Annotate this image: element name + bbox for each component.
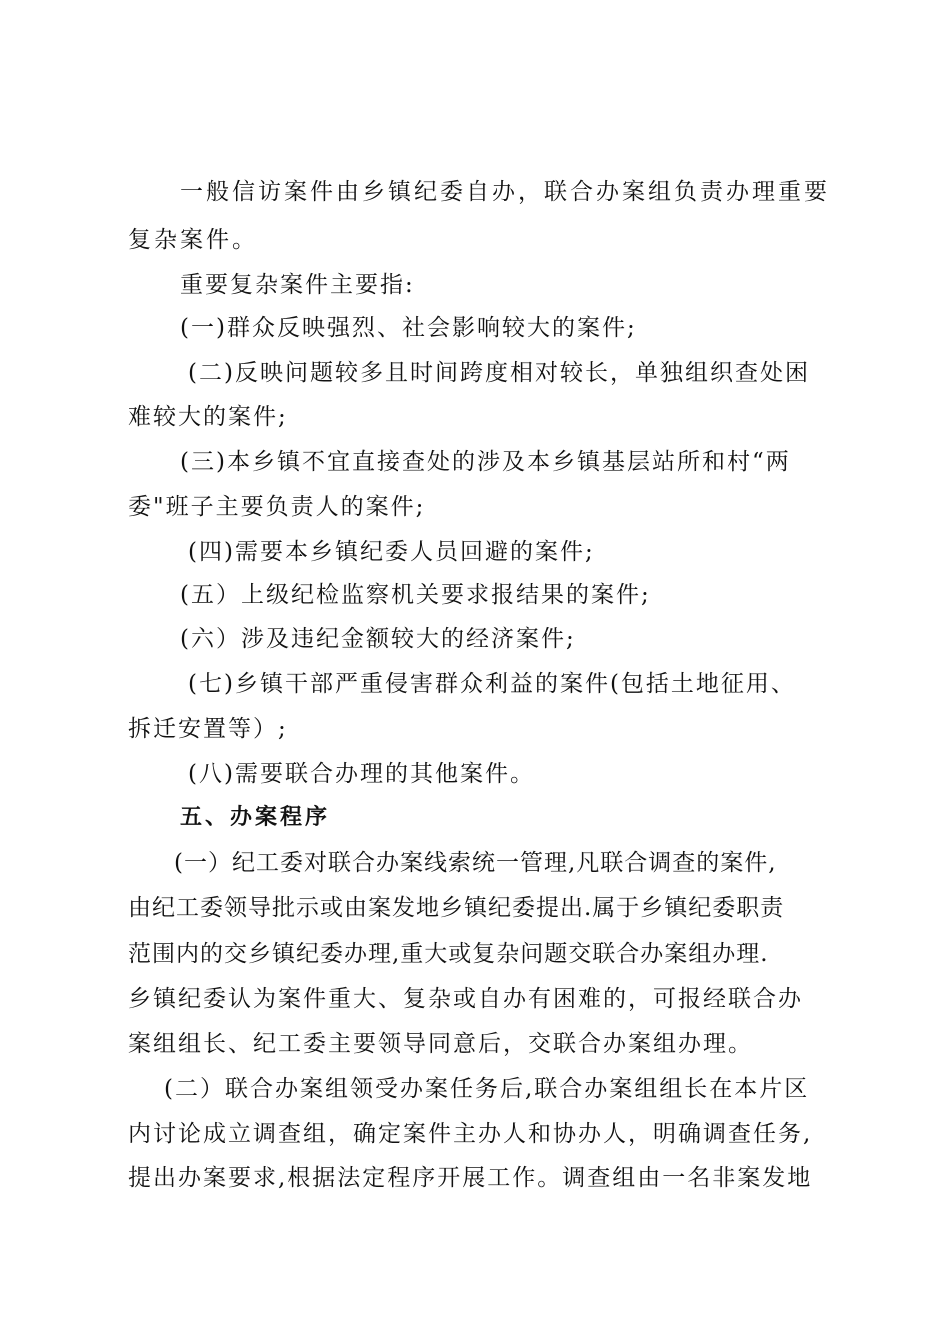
paragraph-line: (二)反映问题较多且时间跨度相对较长，单独组织查处困: [188, 360, 810, 386]
paragraph-line: (一)群众反映强烈、社会影响较大的案件;: [180, 315, 637, 341]
paragraph-line: 内讨论成立调查组，确定案件主办人和协办人，明确调查任务,: [128, 1121, 813, 1147]
paragraph-line: (七)乡镇干部严重侵害群众利益的案件(包括土地征用、: [188, 671, 796, 697]
paragraph-line: 范围内的交乡镇纪委办理,重大或复杂问题交联合办案组办理.: [128, 941, 769, 967]
paragraph-line: (二）联合办案组领受办案任务后,联合办案组组长在本片区: [164, 1076, 810, 1102]
paragraph-line: (四)需要本乡镇纪委人员回避的案件;: [188, 539, 595, 565]
paragraph-line: 委"班子主要负责人的案件;: [128, 494, 426, 520]
paragraph-line: 案组组长、纪工委主要领导同意后，交联合办案组办理。: [128, 1031, 753, 1057]
paragraph-line: 复杂案件。: [128, 227, 258, 253]
paragraph-line: 拆迁安置等）;: [128, 716, 288, 742]
paragraph-line: (一）纪工委对联合办案线索统一管理,凡联合调查的案件,: [174, 850, 777, 876]
paragraph-line: 难较大的案件;: [128, 404, 288, 430]
paragraph-line: (五）上级纪检监察机关要求报结果的案件;: [180, 582, 651, 608]
paragraph-line: 重要复杂案件主要指:: [180, 272, 415, 298]
paragraph-line: 乡镇纪委认为案件重大、复杂或自办有困难的，可报经联合办: [128, 986, 803, 1012]
paragraph-line: 由纪工委领导批示或由案发地乡镇纪委提出.属于乡镇纪委职责: [128, 895, 785, 921]
section-heading: 五、办案程序: [180, 805, 331, 830]
paragraph-line: (六）涉及违纪金额较大的经济案件;: [180, 626, 576, 652]
paragraph-line: (八)需要联合办理的其他案件。: [188, 761, 535, 787]
paragraph-line: 一般信访案件由乡镇纪委自办，联合办案组负责办理重要: [180, 179, 830, 205]
paragraph-line: (三)本乡镇不宜直接查处的涉及本乡镇基层站所和村“两: [180, 449, 791, 475]
paragraph-line: 提出办案要求,根据法定程序开展工作。调查组由一名非案发地: [128, 1165, 813, 1191]
